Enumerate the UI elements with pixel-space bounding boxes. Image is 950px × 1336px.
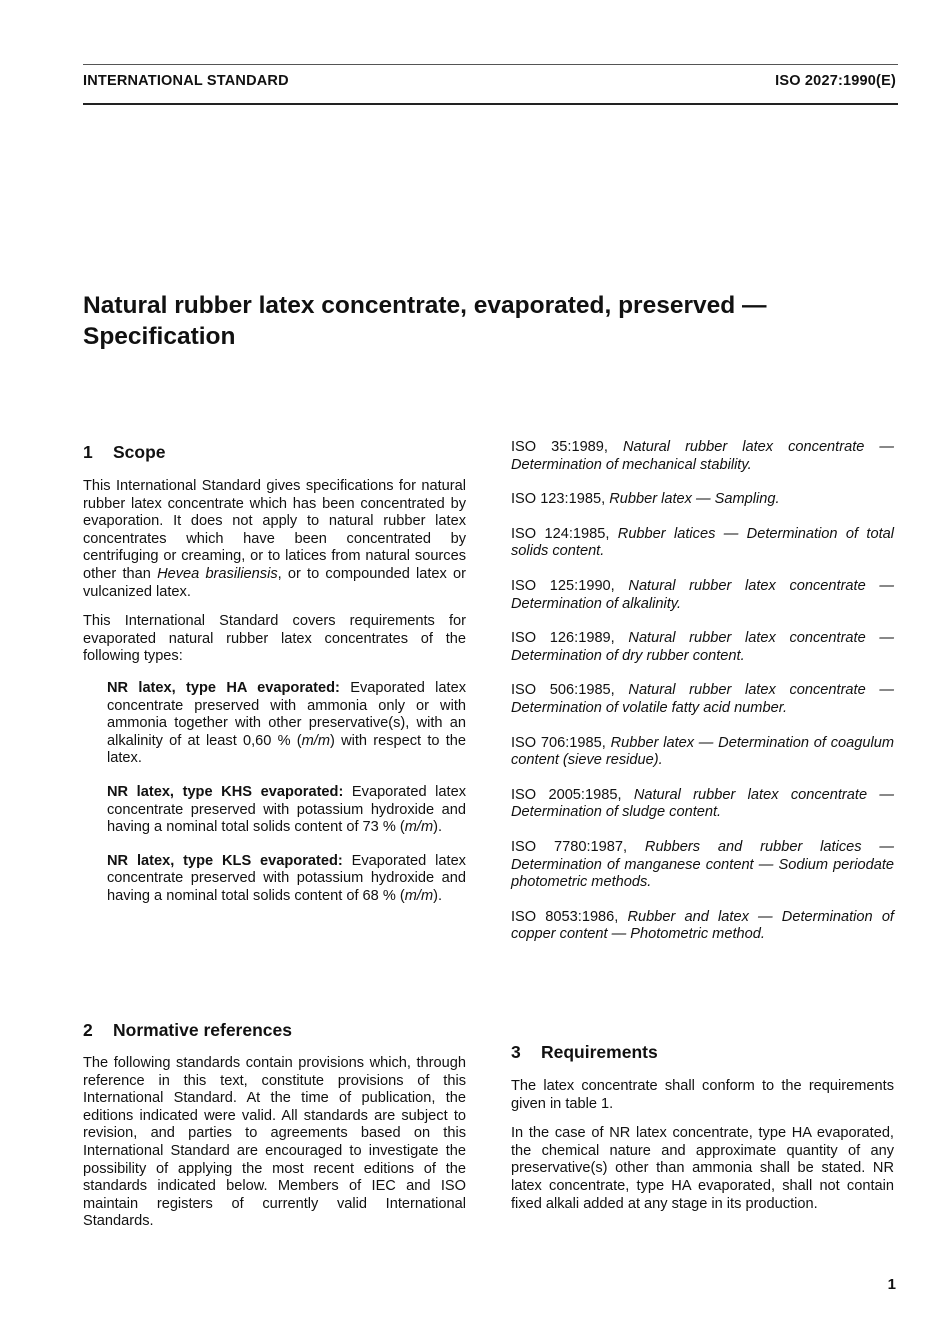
reference-item: ISO 8053:1986, Rubber and latex — Determination of copper content — Photometric method. <box>511 908 894 943</box>
requirements-paragraph-1: The latex concentrate shall conform to the requirements given in table 1. <box>511 1078 894 1112</box>
reference-item: ISO 126:1989, Natural rubber latex concentrate — Determination of dry rubber content. <box>511 630 894 664</box>
header-standard-label: INTERNATIONAL STANDARD <box>83 73 289 89</box>
header-document-number: ISO 2027:1990(E) <box>775 73 896 89</box>
normative-references-heading: 2 Normative references <box>83 1020 292 1040</box>
reference-item: ISO 124:1985, Rubber latices — Determination of total solids content. <box>511 525 894 560</box>
document-title <box>83 290 883 352</box>
reference-item: ISO 2005:1985, Natural rubber latex concentrate — Determination of sludge content. <box>511 786 894 821</box>
title-line-2: Specification <box>83 323 236 350</box>
species-name: Hevea brasiliensis <box>157 565 278 582</box>
reference-item: ISO 35:1989, Natural rubber latex concentrate — Determination of mechanical stability. <box>511 439 894 473</box>
requirements-section <box>511 1041 894 1213</box>
type-kls-definition: NR latex, type KLS evaporated: Evaporated latex concentrate preserved with potassium hydroxide and having a nominal total solids content of 68 % (m/m). <box>107 852 466 904</box>
reference-item: ISO 7780:1987, Rubbers and rubber latices — Determination of manganese content — Sodium periodate photometric methods. <box>511 838 894 891</box>
header-rule-bottom <box>83 103 898 105</box>
scope-section <box>83 441 466 905</box>
title-line-1: Natural rubber latex concentrate, evaporated, preserved — <box>83 292 767 319</box>
requirements-heading: 3 Requirements <box>511 1042 658 1062</box>
reference-item: ISO 706:1985, Rubber latex — Determination of coagulum content (sieve residue). <box>511 734 894 769</box>
reference-list <box>511 439 894 944</box>
page-number: 1 <box>887 1276 896 1293</box>
normative-references-paragraph: The following standards contain provisions which, through reference in this text, constitute provisions of this International Standard. At the time of publication, the editions indicated were valid. All standards are subject to revision, and parties to agreements based on this International Standard are encouraged to investigate the possibility of applying the most recent editions of the standards indicated below. Members of IEC and ISO maintain registers of currently valid International Standards. <box>83 1055 466 1230</box>
reference-item: ISO 123:1985, Rubber latex — Sampling. <box>511 491 780 508</box>
type-ha-definition: NR latex, type HA evaporated: Evaporated latex concentrate preserved with ammonia only or with ammonia together with other preservative(s), with an alkalinity of at least 0,60 % (m/m) with respect to the latex. <box>107 679 466 767</box>
requirements-paragraph-2: In the case of NR latex concentrate, type HA evaporated, the chemical nature and approximate quantity of any preservative(s) other than ammonia shall be stated. NR latex concentrate, type HA evaporated, shall not contain fixed alkali added at any stage in its production. <box>511 1125 894 1212</box>
scope-paragraph-2: This International Standard covers requirements for evaporated natural rubber latex concentrates of the following types: <box>83 613 466 665</box>
normative-references-section <box>83 1019 466 1231</box>
scope-heading: 1 Scope <box>83 442 166 462</box>
type-khs-definition: NR latex, type KHS evaporated: Evaporated latex concentrate preserved with potassium hydroxide and having a nominal total solids content of 73 % (m/m). <box>107 783 466 836</box>
header-rule-top <box>83 64 898 65</box>
scope-paragraph-1: This International Standard gives specifications for natural rubber latex concentrate which has been concentrated by evaporation. It does not apply to natural rubber latex concentrates which have been concentrated by centrifuging or creaming, or to latices from natural sources other than Hevea brasiliensis, or to compounded latex or vulcanized latex. <box>83 478 466 600</box>
reference-item: ISO 125:1990, Natural rubber latex concentrate — Determination of alkalinity. <box>511 577 894 612</box>
reference-item: ISO 506:1985, Natural rubber latex concentrate — Determination of volatile fatty acid number. <box>511 682 894 716</box>
